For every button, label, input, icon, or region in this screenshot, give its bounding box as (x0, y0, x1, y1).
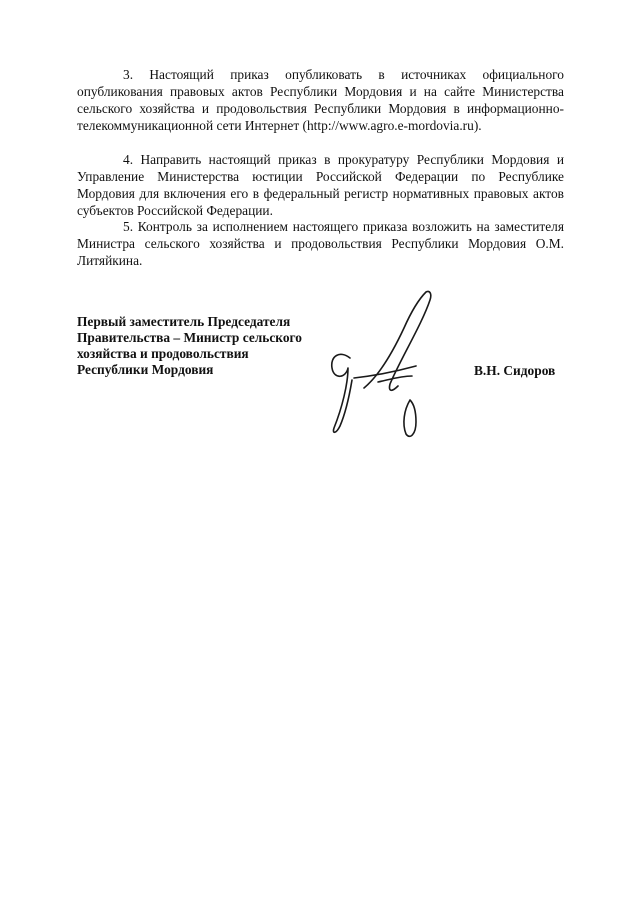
signer-title-line: Правительства – Министр сельского (77, 330, 302, 345)
signer-title-line: Первый заместитель Председателя (77, 314, 291, 329)
handwritten-signature (318, 288, 438, 448)
signer-title-block (77, 314, 337, 378)
signer-title-line: хозяйства и продовольствия (77, 346, 249, 361)
paragraph-item-5: 5. Контроль за исполнением настоящего приказа возложить на заместителя Министра сельского хозяйства и продовольствия Республики Мордовия О.М. Литяйкина. (77, 219, 564, 268)
signer-title-line: Республики Мордовия (77, 362, 214, 377)
signer-name: В.Н. Сидоров (474, 363, 556, 378)
paragraph-item-3: 3. Настоящий приказ опубликовать в источниках официального опубликования правовых актов Республики Мордовия и на сайте Министерства сельского хозяйства и продовольствия Республики Мордовия в информационно-телекоммуникационной сети Интернет (http://www.agro.e-mordovia.ru). (77, 67, 564, 133)
paragraph-item-4: 4. Направить настоящий приказ в прокуратуру Республики Мордовия и Управление Министерства юстиции Российской Федерации по Республике Мордовия для включения его в федеральный регистр нормативных правовых актов субъектов Российской Федерации. (77, 152, 564, 218)
